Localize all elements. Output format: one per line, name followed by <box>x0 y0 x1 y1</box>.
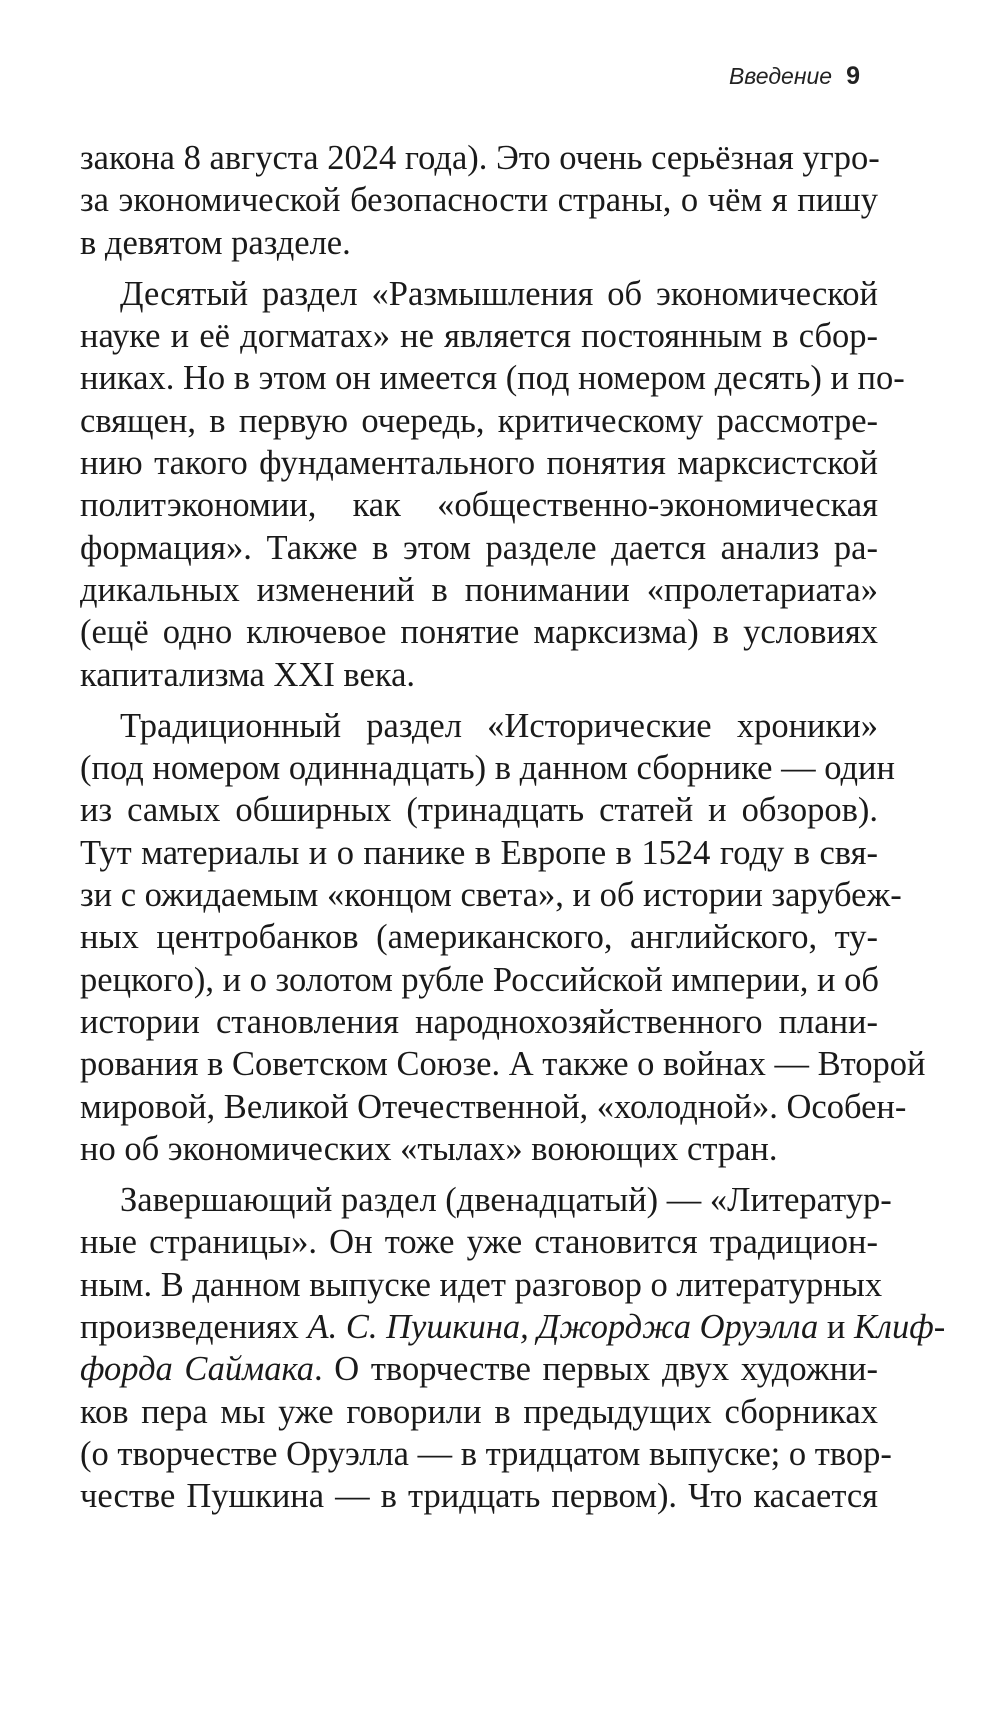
paragraph <box>80 705 926 1170</box>
text-line: никах. Но в этом он имеется (под номером десять) и по- <box>80 359 905 398</box>
text-line: Завершающий раздел (двенадцатый) — «Литератур- <box>120 1181 892 1220</box>
text-run: произведениях <box>80 1308 308 1347</box>
text-line: из самых обширных (тринадцать статей и обзоров). <box>80 791 878 830</box>
text-line: зи с ожидаемым «концом света», и об истории зарубеж- <box>80 876 902 915</box>
running-header <box>729 62 860 91</box>
text-line: рецкого), и о золотом рубле Российской империи, и об <box>80 960 879 999</box>
paragraph <box>80 137 878 264</box>
text-line: за экономической безопасности страны, о чём я пишу <box>80 181 878 220</box>
text-line: священ, в первую очередь, критическому рассмотре- <box>80 401 878 440</box>
text-line: дикальных изменений в понимании «пролетариата» <box>80 570 878 609</box>
text-line: политэкономии, как «общественно-экономическая <box>80 486 878 525</box>
text-line: закона 8 августа 2024 года). Это очень серьёзная угро- <box>80 139 880 177</box>
running-header-section: Введение <box>728 63 833 89</box>
text-line: но об экономических «тылах» воюющих стран. <box>80 1129 778 1168</box>
text-line: Тут материалы и о панике в Европе в 1524 году в свя- <box>80 833 878 872</box>
text-line: мировой, Великой Отечественной, «холодной». Особен- <box>80 1087 907 1126</box>
text-line: честве Пушкина — в тридцать первом). Что касается <box>80 1477 878 1516</box>
body-text <box>80 137 946 1518</box>
paragraph <box>80 273 905 696</box>
text-line: ков пера мы уже говорили в предыдущих сборниках <box>80 1392 878 1431</box>
text-line: (под номером одиннадцать) в данном сборнике — один <box>80 749 895 788</box>
text-line: капитализма XXI века. <box>80 655 416 694</box>
text-line: рования в Советском Союзе. А также о войнах — Второй <box>80 1045 926 1084</box>
text-line: истории становления народнохозяйственного плани- <box>80 1002 878 1041</box>
author-name-italic: Клиф- <box>854 1308 946 1347</box>
text-line: науке и её догматах» не является постоянным в сбор- <box>80 317 878 356</box>
text-line: ных центробанков (американского, английского, ту- <box>80 918 878 957</box>
text-line: ные страницы». Он тоже уже становится традицион- <box>80 1223 878 1262</box>
text-line: ным. В данном выпуске идет разговор о литературных <box>80 1265 883 1304</box>
author-names-italic: А. С. Пушкина, Джорджа Оруэлла <box>307 1308 819 1347</box>
text-line: нию такого фундаментального понятия марксистской <box>80 444 878 483</box>
text-line: Традиционный раздел «Исторические хроники» <box>120 706 878 745</box>
text-line: (ещё одно ключевое понятие марксизма) в условиях <box>80 613 878 652</box>
text-run: . О творчестве первых двух художни- <box>313 1350 878 1389</box>
page-number: 9 <box>846 62 860 90</box>
text-line: Десятый раздел «Размышления об экономической <box>120 274 878 313</box>
paragraph <box>80 1179 946 1517</box>
text-line: формация». Также в этом разделе дается анализ ра- <box>80 528 878 567</box>
text-line <box>80 1306 946 1348</box>
author-name-italic: форда Саймака <box>80 1350 314 1389</box>
text-line: в девятом разделе. <box>80 223 351 262</box>
text-line <box>80 1348 878 1390</box>
text-run: и <box>818 1308 854 1347</box>
text-line: (о творчестве Оруэлла — в тридцатом выпуске; о твор- <box>80 1434 892 1473</box>
